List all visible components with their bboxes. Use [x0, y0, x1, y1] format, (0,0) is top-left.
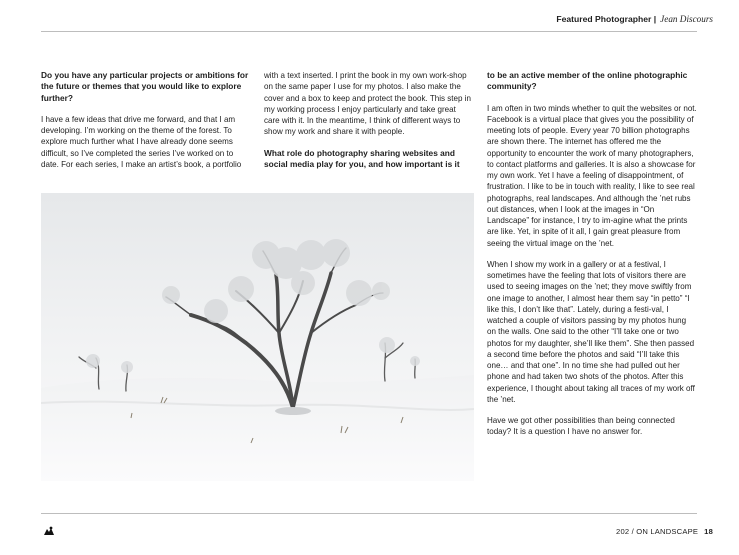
column-2 — [264, 70, 473, 180]
answer-paragraph: I have a few ideas that drive me forward, and that I am developing. I’m working on the theme of the forest. To explore much further what I have already done seems difficult, so I’ve completed the series I’ve worked on to date. For each series, I make an artist’s book, a portfolio — [41, 114, 242, 169]
photographer-name: Jean Discours — [660, 14, 713, 24]
snow-trees-photo — [41, 193, 474, 481]
answer-paragraph-continued: with a text inserted. I print the book in my own work-shop on the same paper I use for my photos. I also make the cover and a box to keep and protect the book. This step in my working process I enjoy particularly and take great care with it. In the meantime, I think of different ways to show my work and share it with people. — [264, 71, 471, 137]
column-3 — [487, 70, 697, 448]
answer-paragraph: Have we got other possibilities than being connected today? It is a question I have no answer for. — [487, 416, 675, 437]
header-rule — [41, 31, 697, 32]
question-heading: What role do photography sharing websites and social media play for you, and how important is it — [264, 147, 460, 169]
magazine-logo-icon — [43, 526, 55, 536]
footer-rule — [41, 513, 697, 514]
page-footer — [616, 527, 713, 536]
running-header — [556, 14, 713, 24]
page-number: 18 — [704, 527, 713, 536]
question-heading-continued: to be an active member of the online photographic community? — [487, 70, 688, 92]
header-label: Featured Photographer | — [556, 14, 657, 24]
answer-paragraph: When I show my work in a gallery or at a festival, I sometimes have the feeling that lots of visitors there are used to seeing images on the ’net; they move swiftly from one image to another, I almost hear them say “in petto” “I like this, I don’t like that”. Lately, during a festi-val, I watched a couple of visitors passing by my photos hung on the walls. One said to the other “I’ll take one or two photos for my daughter, she’ll like them”. She then passed a second time before the photos and said “I’ll take this one… and that one”. In no time she had pulled out her phone and had taken two shots of the photos. After this experience, I thought about taking all traces of my work off the ’net. — [487, 259, 695, 404]
question-heading: Do you have any particular projects or ambitions for the future or themes that you would like to explore further? — [41, 70, 249, 103]
issue-label: 202 / ON LANDSCAPE — [616, 527, 699, 536]
column-1 — [41, 70, 250, 180]
answer-paragraph: I am often in two minds whether to quit the websites or not. Facebook is a virtual place that gives you the possibility of meeting lots of people. Every year 70 billion photographs are shown there. The internet has offered me the opportunity to encounter the work of many photographers, to contact platforms and galleries. It is also a showcase for my own work. Yet I have a feeling of disappointment, of frustration. I like to be in touch with reality, I like to see real photographs, real landscapes. And although the ’net rubs out distances, when I look at the images in “On Landscape” for instance, I try to im-agine what the prints are like. Yet, in spite of it all, I gain great pleasure from seeing the virtual image on the ’net. — [487, 103, 697, 248]
